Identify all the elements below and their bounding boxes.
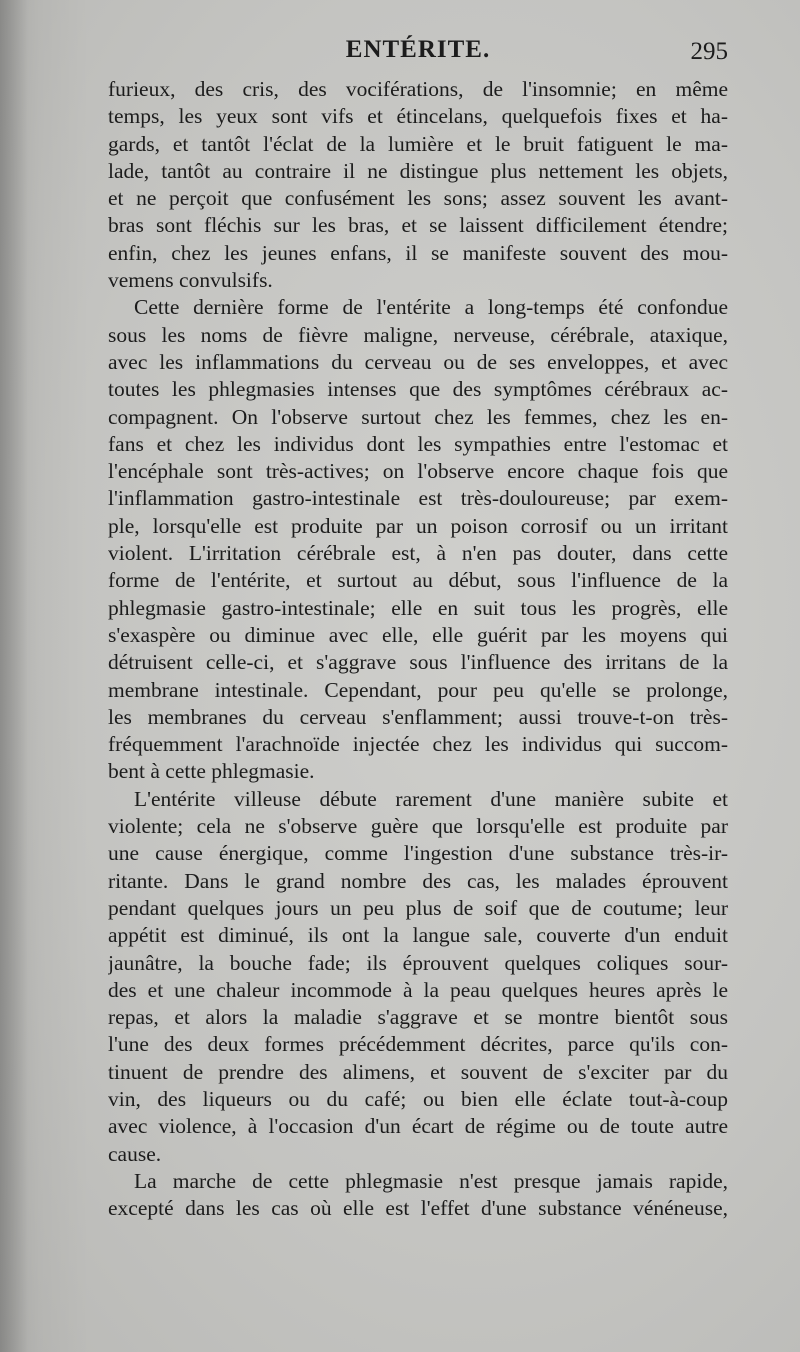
text-line: appétit est diminué, ils ont la langue sale, couverte d'un enduit [108, 923, 728, 948]
text-line: repas, et alors la maladie s'aggrave et se montre bientôt sous [108, 1005, 728, 1030]
text-line: violent. L'irritation cérébrale est, à n'en pas douter, dans cette [108, 541, 728, 566]
text-line: furieux, des cris, des vociférations, de l'insomnie; en même [108, 77, 728, 101]
text-line: fréquemment l'arachnoïde injectée chez les individus qui succom- [108, 732, 728, 757]
running-title: ENTÉRITE. [345, 36, 491, 63]
text-line: sous les noms de fièvre maligne, nerveuse, cérébrale, ataxique, [108, 322, 728, 347]
text-line: s'exaspère ou diminue avec elle, elle guérit par les moyens qui [108, 622, 728, 647]
body-text [108, 76, 728, 1222]
text-line: Cette dernière forme de l'entérite a long-temps été confondue [134, 295, 728, 320]
text-line: enfin, chez les jeunes enfans, il se manifeste souvent des mou- [108, 240, 728, 265]
text-line: l'encéphale sont très-actives; on l'observe encore chaque fois que [108, 459, 728, 484]
spine-shadow [0, 0, 28, 1352]
text-line: phlegmasie gastro-intestinale; elle en suit tous les progrès, elle [108, 595, 728, 620]
page-header [108, 32, 728, 76]
text-line: gards, et tantôt l'éclat de la lumière et le bruit fatiguent le ma- [108, 131, 728, 156]
text-line: violente; cela ne s'observe guère que lorsqu'elle est produite par [108, 814, 728, 839]
text-line: détruisent celle-ci, et s'aggrave sous l'influence des irritans de la [108, 650, 728, 675]
text-line: cause. [108, 1141, 162, 1166]
text-line: toutes les phlegmasies intenses que des symptômes cérébraux ac- [108, 377, 728, 402]
text-line: une cause énergique, comme l'ingestion d'une substance très-ir- [108, 841, 728, 866]
text-line: L'entérite villeuse débute rarement d'une manière subite et [134, 786, 728, 811]
text-line: jaunâtre, la bouche fade; ils éprouvent quelques coliques sour- [108, 950, 728, 975]
text-line: tinuent de prendre des alimens, et souvent de s'exciter par du [108, 1059, 728, 1084]
text-line: vemens convulsifs. [108, 268, 273, 293]
text-line: ple, lorsqu'elle est produite par un poison corrosif ou un irritant [108, 513, 728, 538]
text-line: l'inflammation gastro-intestinale est très-douloureuse; par exem- [108, 486, 728, 511]
text-line: avec violence, à l'occasion d'un écart de régime ou de toute autre [108, 1114, 728, 1139]
text-line: compagnent. On l'observe surtout chez les femmes, chez les en- [108, 404, 728, 429]
text-line: bras sont fléchis sur les bras, et se laissent difficilement étendre; [108, 213, 728, 238]
text-line: avec les inflammations du cerveau ou de ses enveloppes, et avec [108, 349, 728, 374]
text-line: excepté dans les cas où elle est l'effet d'une substance vénéneuse, [108, 1196, 728, 1221]
text-line: et ne perçoit que confusément les sons; assez souvent les avant- [108, 186, 728, 211]
text-line: forme de l'entérite, et surtout au début, sous l'influence de la [108, 568, 728, 593]
text-line: membrane intestinale. Cependant, pour peu qu'elle se prolonge, [108, 677, 728, 702]
text-line: fans et chez les individus dont les sympathies entre l'estomac et [108, 431, 728, 456]
text-line: La marche de cette phlegmasie n'est presque jamais rapide, [134, 1168, 728, 1193]
text-line: des et une chaleur incommode à la peau quelques heures après le [108, 977, 728, 1002]
text-line: l'une des deux formes précédemment décrites, parce qu'ils con- [108, 1032, 728, 1057]
text-line: pendant quelques jours un peu plus de soif que de coutume; leur [108, 895, 728, 920]
text-line: bent à cette phlegmasie. [108, 759, 315, 784]
text-line: lade, tantôt au contraire il ne distingue plus nettement les objets, [108, 158, 728, 183]
text-line: temps, les yeux sont vifs et étincelans, quelquefois fixes et ha- [108, 104, 728, 129]
text-line: ritante. Dans le grand nombre des cas, les malades éprouvent [108, 868, 728, 893]
page-number: 295 [690, 38, 728, 65]
text-line: les membranes du cerveau s'enflamment; aussi trouve-t-on très- [108, 704, 728, 729]
text-line: vin, des liqueurs ou du café; ou bien elle éclate tout-à-coup [108, 1086, 728, 1111]
